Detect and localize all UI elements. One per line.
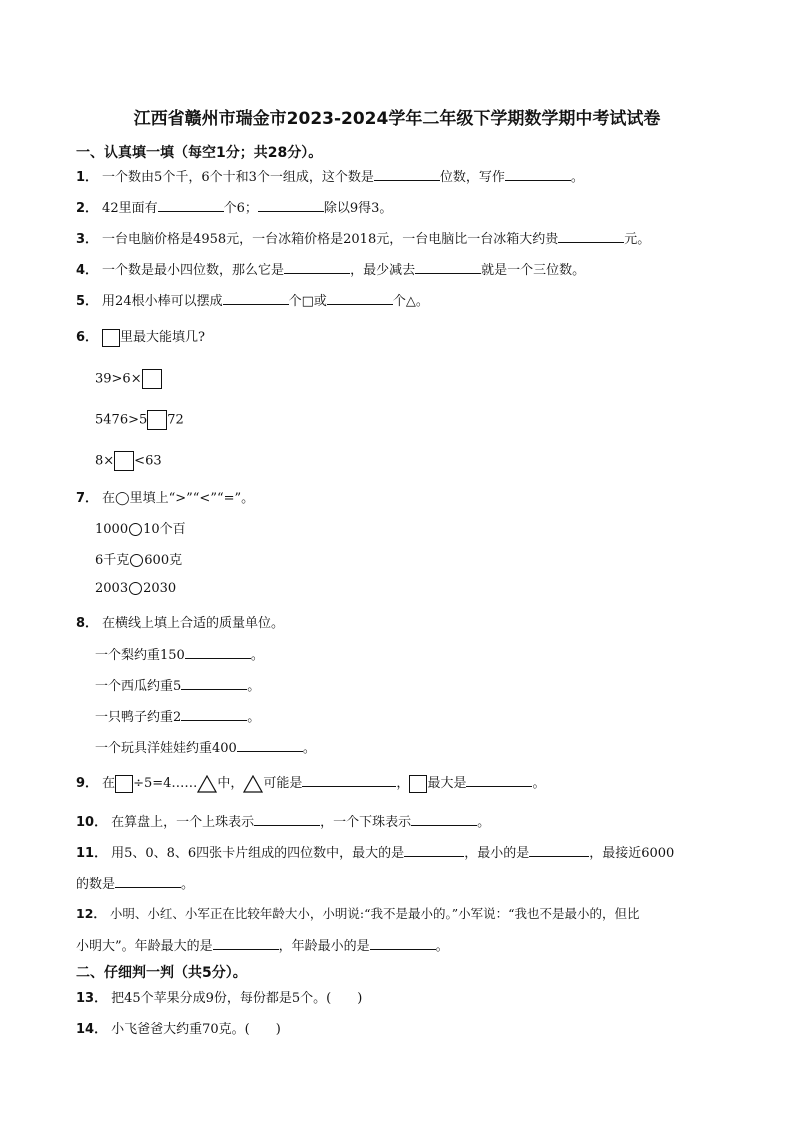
- answer-blank[interactable]: [158, 197, 224, 212]
- answer-blank[interactable]: [115, 873, 181, 888]
- answer-blank[interactable]: [284, 259, 350, 274]
- answer-blank[interactable]: [327, 290, 393, 305]
- question-7-line-3: 2003 2030: [95, 581, 177, 596]
- question-2: 2． 42里面有 个6； 除以9得3。: [76, 197, 392, 216]
- triangle-icon[interactable]: [197, 775, 217, 793]
- answer-blank[interactable]: [404, 842, 464, 857]
- answer-blank[interactable]: [181, 675, 247, 690]
- question-4: 4． 一个数是最小四位数，那么它是 ，最少减去 就是一个三位数。: [76, 259, 585, 278]
- blank-box[interactable]: [102, 329, 120, 347]
- question-6-line-1: 39>6×: [95, 369, 162, 389]
- compare-circle[interactable]: [130, 554, 143, 567]
- question-3: 3． 一台电脑价格是4958元，一台冰箱价格是2018元，一台电脑比一台冰箱大约贵 元。: [76, 228, 650, 247]
- question-number: 7．: [76, 491, 99, 506]
- question-9: 9． 在 ÷5=4…… 中， 可能是 ， 最大是 。: [76, 772, 545, 793]
- blank-box: [409, 775, 427, 793]
- question-13: 13． 把45个苹果分成9份，每份都是5个。( ): [76, 991, 363, 1006]
- answer-blank[interactable]: [505, 166, 571, 181]
- answer-blank[interactable]: [558, 228, 624, 243]
- section-1-heading: 一、认真填一填（每空1分；共28分）。: [76, 145, 323, 161]
- compare-circle[interactable]: [129, 582, 142, 595]
- answer-blank[interactable]: [302, 772, 396, 787]
- answer-blank[interactable]: [370, 935, 436, 950]
- question-number: 2．: [76, 201, 99, 216]
- question-number: 13．: [76, 991, 108, 1006]
- answer-blank[interactable]: [223, 290, 289, 305]
- answer-blank[interactable]: [374, 166, 440, 181]
- blank-box[interactable]: [114, 451, 134, 471]
- question-6-line-2: 5476>5 72: [95, 410, 184, 430]
- section-2-heading: 二、仔细判一判（共5分）。: [76, 965, 247, 981]
- answer-blank[interactable]: [466, 772, 532, 787]
- question-12-line-2: 小明大”。年龄最大的是 ，年龄最小的是 。: [76, 935, 449, 954]
- question-8-line-3: 一只鸭子约重2 。: [95, 706, 260, 725]
- question-number: 5．: [76, 294, 99, 309]
- answer-blank[interactable]: [411, 811, 477, 826]
- question-1: 1． 一个数由5个千，6个十和3个一组成，这个数是 位数，写作 。: [76, 166, 584, 185]
- answer-blank[interactable]: [415, 259, 481, 274]
- question-number: 10．: [76, 815, 108, 830]
- triangle-icon: [243, 775, 263, 793]
- answer-blank[interactable]: [258, 197, 324, 212]
- blank-box[interactable]: [142, 369, 162, 389]
- question-6: 6． 里最大能填几?: [76, 330, 206, 345]
- blank-box[interactable]: [147, 410, 167, 430]
- question-number: 1．: [76, 170, 99, 185]
- question-number: 11．: [76, 846, 108, 861]
- question-8: 8． 在横线上填上合适的质量单位。: [76, 616, 285, 631]
- question-7-line-1: 1000 10个百: [95, 522, 186, 537]
- answer-blank[interactable]: [237, 737, 303, 752]
- answer-blank[interactable]: [254, 811, 320, 826]
- question-7: 7． 在◯里填上“>”“<”“=”。: [76, 491, 255, 506]
- question-number: 4．: [76, 263, 99, 278]
- question-6-line-3: 8× <63: [95, 451, 162, 471]
- question-12: 12． 小明、小红、小军正在比较年龄大小，小明说:“我不是最小的。”小军说：“我也不是最小的，但比: [76, 906, 640, 921]
- question-11-line-2: 的数是 。: [76, 873, 194, 892]
- question-number: 3．: [76, 232, 99, 247]
- answer-blank[interactable]: [529, 842, 589, 857]
- compare-circle[interactable]: [129, 523, 142, 536]
- answer-blank[interactable]: [181, 706, 247, 721]
- question-number: 8．: [76, 616, 99, 631]
- question-11: 11． 用5、0、8、6四张卡片组成的四位数中，最大的是 ，最小的是 ，最接近6000: [76, 842, 674, 861]
- question-8-line-1: 一个梨约重150 。: [95, 644, 264, 663]
- question-number: 6．: [76, 330, 99, 345]
- question-7-line-2: 6千克 600克: [95, 553, 183, 568]
- question-14: 14． 小飞爸爸大约重70克。( ): [76, 1022, 281, 1037]
- question-number: 9．: [76, 776, 99, 791]
- question-number: 14．: [76, 1022, 108, 1037]
- question-8-line-2: 一个西瓜约重5 。: [95, 675, 260, 694]
- question-8-line-4: 一个玩具洋娃娃约重400 。: [95, 737, 316, 756]
- question-10: 10． 在算盘上，一个上珠表示 ，一个下珠表示 。: [76, 811, 490, 830]
- blank-box[interactable]: [115, 775, 133, 793]
- answer-blank[interactable]: [213, 935, 279, 950]
- question-5: 5． 用24根小棒可以摆成 个□或 个△。: [76, 290, 429, 309]
- exam-title: 江西省赣州市瑞金市2023-2024学年二年级下学期数学期中考试试卷: [133, 109, 661, 129]
- question-number: 12．: [76, 906, 106, 921]
- answer-blank[interactable]: [185, 644, 251, 659]
